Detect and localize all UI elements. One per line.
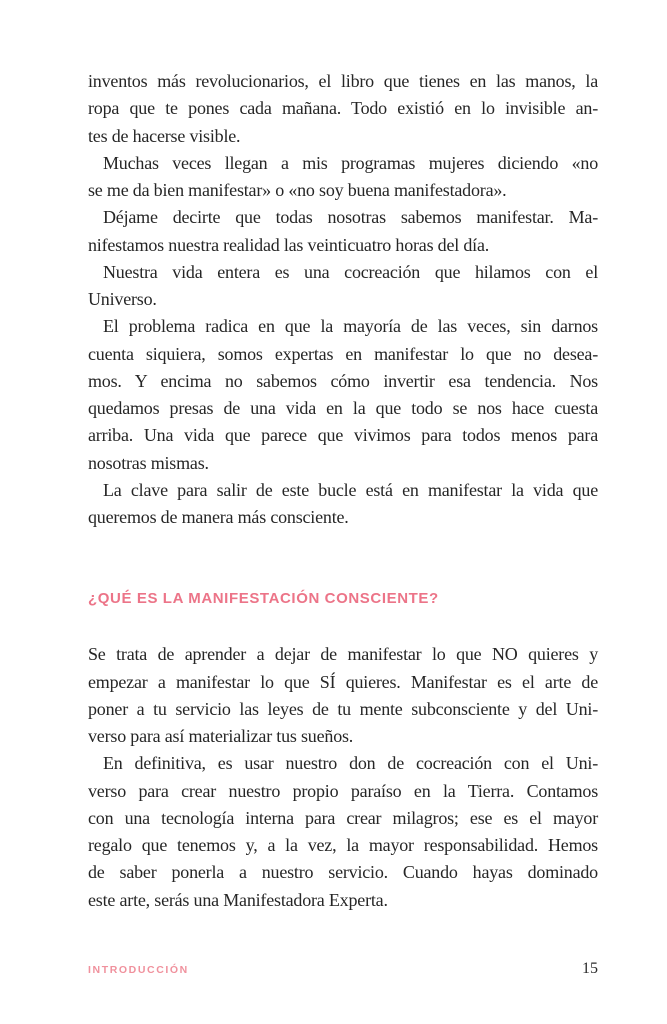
footer-page-number: 15: [582, 960, 598, 977]
text-line: mos. Y encima no sabemos cómo invertir esa tendencia. Nos: [88, 370, 598, 391]
paragraph: [88, 750, 598, 914]
text-line: verso para así materializar tus sueños.: [88, 726, 354, 746]
text-line: con una tecnología interna para crear milagros; ese es el mayor: [88, 807, 598, 828]
paragraph: [88, 204, 598, 259]
page-footer: [88, 960, 598, 978]
text-line: poner a tu servicio las leyes de tu mente subconsciente y del Uni-: [88, 698, 598, 719]
section-heading: ¿QUÉ ES LA MANIFESTACIÓN CONSCIENTE?: [88, 590, 439, 608]
text-line: verso para crear nuestro propio paraíso en la Tierra. Contamos: [88, 780, 598, 801]
text-line: ropa que te pones cada mañana. Todo existió en lo invisible an-: [88, 98, 598, 119]
text-line: empezar a manifestar lo que SÍ quieres. Manifestar es el arte de: [88, 671, 598, 692]
text-line: este arte, serás una Manifestadora Experta.: [88, 889, 388, 910]
text-line: queremos de manera más consciente.: [88, 507, 349, 527]
text-line: inventos más revolucionarios, el libro que tienes en las manos, la: [88, 71, 598, 91]
text-column: [88, 68, 598, 914]
text-line: quedamos presas de una vida en la que todo se nos hace cuesta: [88, 398, 598, 418]
text-line: Nuestra vida entera es una cocreación que hilamos con el: [103, 261, 598, 282]
text-line: La clave para salir de este bucle está en manifestar la vida que: [103, 479, 598, 500]
paragraph: [88, 313, 598, 477]
text-line: nosotras mismas.: [88, 452, 209, 473]
text-line: se me da bien manifestar» o «no soy buena manifestadora».: [88, 180, 507, 200]
paragraph: [88, 641, 598, 750]
text-line: Muchas veces llegan a mis programas mujeres diciendo «no: [103, 152, 598, 173]
text-line: cuenta siquiera, somos expertas en manifestar lo que no desea-: [88, 343, 598, 364]
paragraph: [88, 259, 598, 314]
text-line: nifestamos nuestra realidad las veinticuatro horas del día.: [88, 234, 490, 255]
text-line: El problema radica en que la mayoría de las veces, sin darnos: [103, 316, 598, 337]
footer-section-label: INTRODUCCIÓN: [88, 964, 189, 976]
paragraph: [88, 68, 598, 150]
text-line: regalo que tenemos y, a la vez, la mayor responsabilidad. Hemos: [88, 835, 598, 855]
text-line: tes de hacerse visible.: [88, 125, 241, 146]
text-line: Universo.: [88, 289, 157, 309]
paragraph: [88, 150, 598, 205]
text-line: Déjame decirte que todas nosotras sabemos manifestar. Ma-: [103, 207, 598, 228]
text-line: Se trata de aprender a dejar de manifestar lo que NO quieres y: [88, 644, 598, 665]
text-line: de saber ponerla a nuestro servicio. Cuando hayas dominado: [88, 862, 598, 883]
text-line: arriba. Una vida que parece que vivimos para todos menos para: [88, 425, 598, 446]
paragraph: [88, 477, 598, 532]
text-line: En definitiva, es usar nuestro don de cocreación con el Uni-: [103, 753, 598, 774]
